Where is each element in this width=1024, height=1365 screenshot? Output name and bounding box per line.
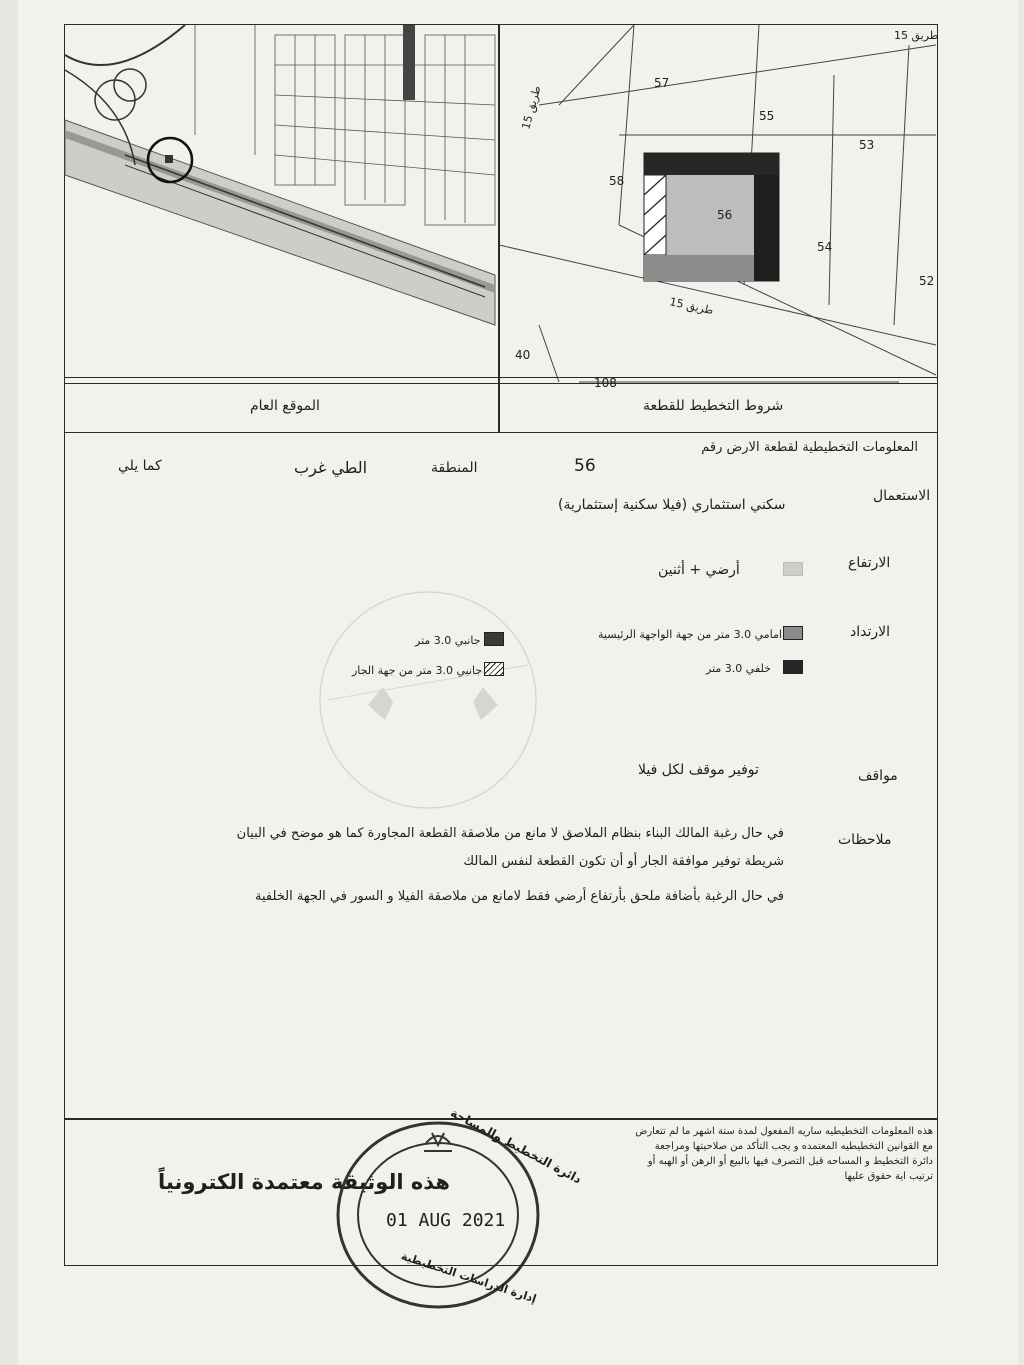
stamp-date: 01 AUG 2021 — [386, 1210, 506, 1231]
plot-label-57: 57 — [654, 76, 670, 90]
stamp-bottom-text: إدارة الدراسات التخطيطية — [399, 1249, 538, 1306]
official-stamp — [328, 1105, 584, 1315]
plot-label-53: 53 — [859, 138, 875, 152]
disclaimer-line: مع القوانين التخطيطيه المعتمده و يجب التأكد من صلاحيتها ومراجعة — [654, 1141, 933, 1152]
region-label: المنطقة — [431, 460, 478, 476]
region-value: الطي غرب — [294, 458, 368, 477]
setback-label: الارتداد — [850, 624, 891, 640]
plot-label-108: 108 — [594, 376, 617, 390]
note1-line2: شريطة توفير موافقة الجار أو أن تكون القطعة لنفس المالك — [463, 854, 784, 869]
note1-line1: في حال رغبة المالك البناء بنظام الملاصق لا مانع من ملاصقة القطعة المجاورة كما هو موضح في البيان — [236, 826, 784, 841]
parking-label: مواقف — [858, 768, 898, 784]
disclaimer-line: ترتيب اية حقوق عليها — [844, 1171, 933, 1182]
side-neighbor-setback-swatch — [484, 662, 504, 676]
general-location-map — [64, 24, 500, 384]
disclaimer-line: دائرة التخطيط و المساحه قبل التصرف فيها بالبيع أو الرهن أو الهبه أو — [647, 1156, 933, 1167]
usage-label: الاستعمال — [873, 488, 931, 504]
certified-text: هذه الوثيقة معتمدة الكترونياً — [158, 1170, 450, 1194]
front-setback-text: امامي 3.0 متر من جهة الواجهة الرئيسية — [598, 628, 782, 641]
plot-planning-map — [498, 24, 939, 390]
side-setback-text: جانبي 3.0 متر — [415, 634, 481, 647]
side-neighbor-setback-text: جانبي 3.0 متر من جهة الجار — [352, 664, 483, 677]
disclaimer-line: هذه المعلومات التخطيطيه ساريه المفعول لمدة ستة اشهر ما لم تتعارض — [635, 1126, 933, 1137]
plot-label-54: 54 — [817, 240, 833, 254]
plot-conditions-caption: شروط التخطيط للقطعة — [643, 398, 784, 414]
height-swatch — [783, 562, 803, 576]
road-label-top: طريق 15 — [894, 29, 939, 42]
plot-label-56: 56 — [717, 208, 733, 222]
plot-label-58: 58 — [609, 174, 625, 188]
notes-label: ملاحظات — [838, 832, 892, 848]
plot-label-40: 40 — [515, 348, 531, 362]
back-setback-text: خلفي 3.0 متر — [706, 662, 771, 675]
plot-label-52: 52 — [919, 274, 935, 288]
road-label-left: طريق 15 — [519, 84, 544, 131]
height-label: الارتفاع — [848, 555, 891, 571]
note2: في حال الرغبة بأضافة ملحق بأرتفاع أرضي فقط لامانع من ملاصقة الفيلا و السور في الجهة الخلفية — [255, 889, 784, 904]
caption-bar — [64, 377, 938, 433]
as-follows: كما يلي — [118, 458, 162, 474]
plot-label-55: 55 — [759, 109, 775, 123]
usage-value: سكني استثماري (فيلا سكنية إستثمارية) — [558, 497, 786, 513]
emblem-watermark — [308, 585, 548, 815]
general-location-caption: الموقع العام — [250, 398, 320, 414]
info-header: المعلومات التخطيطية لقطعة الارض رقم — [701, 440, 918, 455]
stamp-top-text: دائرة التخطيط والمساحة — [448, 1105, 584, 1187]
document-sheet — [18, 0, 1018, 1365]
parking-value: توفير موقف لكل فيلا — [638, 762, 759, 778]
height-value: أرضي + أثنين — [658, 562, 740, 578]
back-setback-swatch — [783, 660, 803, 674]
plot-number: 56 — [574, 456, 596, 476]
road-label-bottom: طريق 15 — [668, 295, 715, 318]
front-setback-swatch — [783, 626, 803, 640]
side-setback-swatch — [484, 632, 504, 646]
